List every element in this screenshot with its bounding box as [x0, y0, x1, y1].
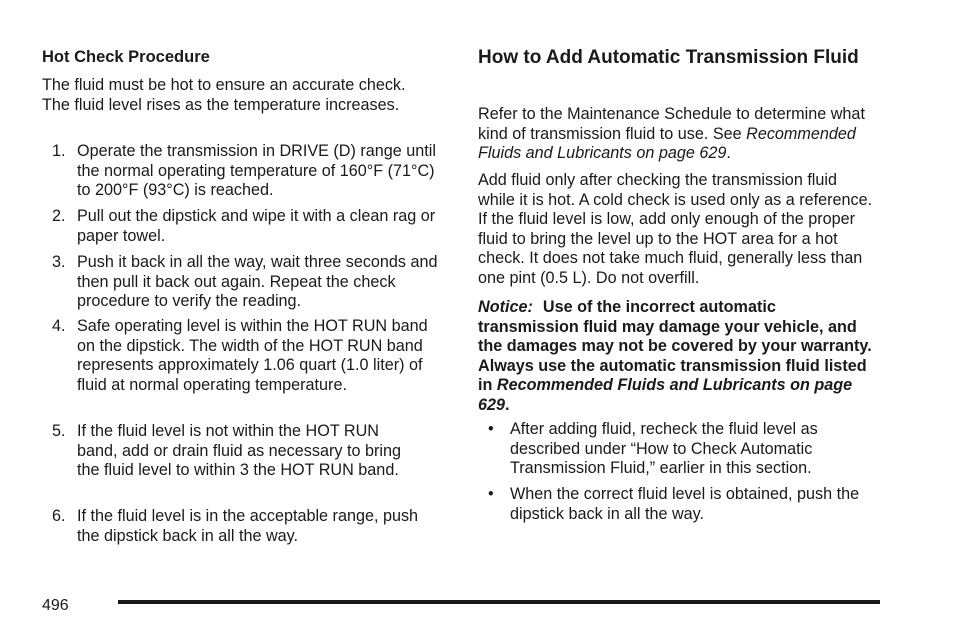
intro-paragraph: The fluid must be hot to ensure an accurate check. The fluid level rises as the temperature increases. [42, 76, 406, 114]
notice-block [478, 298, 878, 415]
bullet-icon: • [488, 420, 494, 438]
add-fluid-paragraph: Add fluid only after checking the transmission fluid while it is hot. A cold check is used only as a reference. If the fluid level is low, add only enough of the proper fluid to bring the level up to the HOT area for a hot check. It does not take much fluid, generally less than one pint (0.5 L). Do not overfill. [478, 171, 873, 287]
notice-period: . [505, 395, 510, 414]
step-number: 6. [52, 507, 66, 525]
footer-rule [118, 600, 880, 604]
step-number: 1. [52, 142, 66, 160]
reference-period: . [726, 144, 731, 162]
step-number: 3. [52, 253, 66, 271]
step-text: Operate the transmission in DRIVE (D) range until the normal operating temperature of 160°F (71°C) to 200°F (93°C) is reached. [77, 142, 436, 199]
bullet-text: After adding fluid, recheck the fluid level as described under “How to Check Automatic Transmission Fluid,” earlier in this section. [510, 420, 818, 477]
step-number: 5. [52, 422, 66, 440]
step-text: Pull out the dipstick and wipe it with a clean rag or paper towel. [77, 207, 436, 245]
notice-reference: Recommended Fluids and Lubricants on page 629 [478, 376, 853, 414]
reference-link: Recommended Fluids and Lubricants on page 629 [478, 124, 856, 162]
reference-text: Refer to the Maintenance Schedule to determine what kind of transmission fluid to use. See [478, 105, 865, 143]
section-heading-add-fluid: How to Add Automatic Transmission Fluid [478, 47, 859, 68]
page-number: 496 [42, 597, 69, 614]
section-heading-hot-check: Hot Check Procedure [42, 48, 210, 66]
step-text: If the fluid level is in the acceptable range, push the dipstick back in all the way. [77, 507, 419, 545]
bullet-icon: • [488, 485, 494, 503]
step-number: 2. [52, 207, 66, 225]
step-text: If the fluid level is not within the HOT RUN band, add or drain fluid as necessary to bring the fluid level to within 3 the HOT RUN band. [77, 422, 401, 479]
reference-paragraph [478, 105, 888, 164]
step-text: Push it back in all the way, wait three seconds and then pull it back out again. Repeat the check procedure to verify the reading. [77, 253, 438, 310]
step-number: 4. [52, 317, 66, 335]
step-text: Safe operating level is within the HOT RUN band on the dipstick. The width of the HOT RUN band represents approximately 1.06 quart (1.0 liter) of fluid at normal operating temperature. [77, 317, 428, 394]
notice-label: Notice: [478, 298, 533, 316]
bullet-text: When the correct fluid level is obtained, push the dipstick back in all the way. [510, 485, 860, 523]
notice-text: Use of the incorrect automatic transmission fluid may damage your vehicle, and the damages may not be covered by your warranty. Always use the automatic transmission fluid listed in [478, 298, 872, 394]
